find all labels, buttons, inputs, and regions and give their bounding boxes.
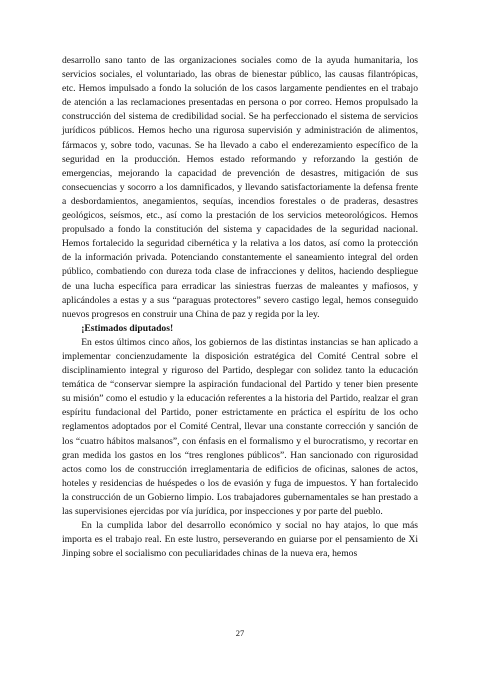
page-number: 27 [235, 628, 245, 638]
paragraph: En estos últimos cinco años, los gobiernos de las distintas instancias se han aplicado a implementar concienzudamente la disposición estratégica del Comité Central sobre el disciplinamiento integral y riguroso del Partido, desplegar con solidez tanto la educación temática de “conservar siempre la aspiración fundacional del Partido y tener bien presente su misión” como el estudio y la educación referentes a la historia del Partido, realzar el gran espíritu fundacional del Partido, poner estrictamente en práctica el espíritu de los ocho reglamentos adoptados por el Comité Central, llevar una constante corrección y sanción de los “cuatro hábitos malsanos”, con énfasis en el formalismo y el burocratismo, y recortar en gran medida los gastos en los “tres renglones públicos”. Han sancionado con rigurosidad actos como los de construcción irreglamentaria de edificios de oficinas, salones de actos, hoteles y residencias de huéspedes o los de evasión y fuga de impuestos. Y han fortalecido la construcción de un Gobierno limpio. Los trabajadores gubernamentales se han prestado a las supervisiones ejercidas por vía jurídica, por inspecciones y por parte del pueblo. [62, 336, 418, 517]
paragraph: En la cumplida labor del desarrollo económico y social no hay atajos, lo que más importa es el trabajo real. En este lustro, perseverando en guiarse por el pensamiento de Xi Jinping sobre el socialismo con peculiaridades chinas de la nueva era, hemos [62, 520, 418, 560]
paragraph-continued: desarrollo sano tanto de las organizaciones sociales como de la ayuda humanitaria, los servicios sociales, el voluntariado, las obras de bienestar público, las causas filantrópicas, etc. Hemos impulsado a fondo la solución de los casos largamente pendientes en el trabajo de atención a las reclamaciones presentadas en persona o por correo. Hemos propulsado la construcción del sistema de credibilidad social. Se ha perfeccionado el sistema de servicios jurídicos públicos. Hemos hecho una rigurosa supervisión y administración de alimentos, fármacos y, sobre todo, vacunas. Se ha llevado a cabo el enderezamiento específico de la seguridad en la producción. Hemos estado reformando y reforzando la gestión de emergencias, mejorando la capacidad de prevención de desastres, mitigación de sus consecuencias y socorro a los damnificados, y llevando satisfactoriamente la defensa frente a desbordamientos, anegamientos, sequías, incendios forestales o de praderas, desastres geológicos, seísmos, etc., así como la prestación de los servicios meteorológicos. Hemos propulsado a fondo la constitución del sistema y capacidades de la seguridad nacional. Hemos fortalecido la seguridad cibernética y la relativa a los datos, así como la protección de la información privada. Potenciando constantemente el saneamiento integral del orden público, combatiendo con dureza toda clase de infracciones y delitos, haciendo despliegue de una lucha específica para erradicar las siniestras fuerzas de maleantes y mafiosos, y aplicándoles a estas y a sus “paraguas protectores” severo castigo legal, hemos conseguido nuevos progresos en construir una China de paz y regida por la ley. [62, 55, 418, 320]
section-heading: ¡Estimados diputados! [81, 322, 174, 334]
body-text [62, 54, 418, 561]
